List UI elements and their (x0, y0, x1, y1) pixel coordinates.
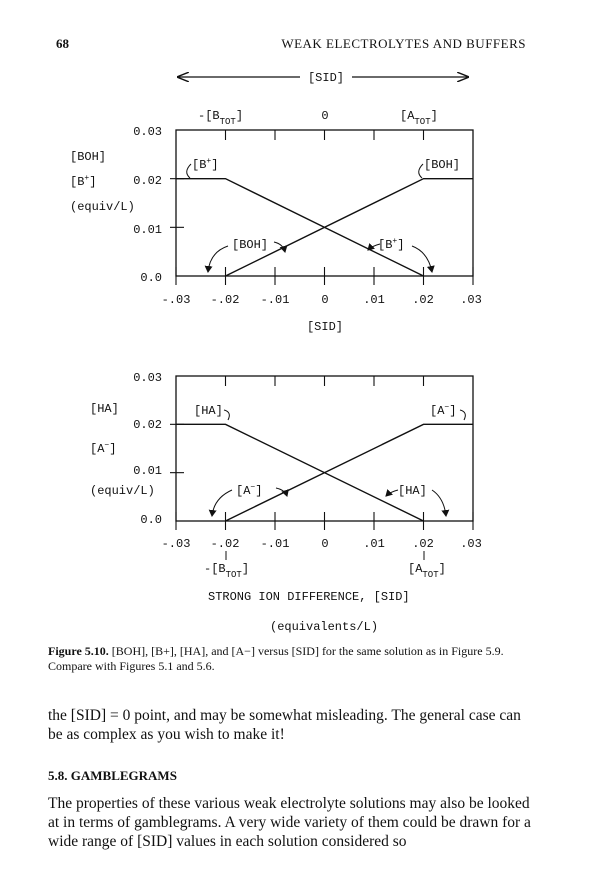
c2-label-aminus-upper: [A−] (430, 403, 457, 418)
c1-ytick-001: 0.01 (133, 223, 162, 237)
c2-xlabel-line2: (equivalents/L) (270, 620, 379, 634)
c2-xtick-m01: -.01 (260, 537, 290, 551)
c1-xtick-m01: -.01 (260, 293, 290, 307)
c1-top-right: $[A_{TOT}]$ (400, 109, 438, 127)
c1-ylabel-units: (equiv/L) (70, 200, 135, 214)
c2-xtick-m02: -.02 (210, 537, 240, 551)
figure-caption (48, 644, 528, 674)
c2-bottom-right: $[A_{TOT}]$ (408, 562, 446, 580)
running-title: WEAK ELECTROLYTES AND BUFFERS (281, 36, 526, 51)
c2-xtick-01: .01 (363, 537, 385, 551)
c2-xtick-03: .03 (460, 537, 482, 551)
c1-xtick-01: .01 (363, 293, 385, 307)
c1-label-bplus-lower: [B+] (378, 237, 405, 252)
caption-text: [BOH], [B+], [HA], and [A−] versus [SID] for the same solution as in Figure 5.9. Compare with Figures 5.1 and 5.6. (48, 644, 504, 673)
c2-label-aminus-lower: [A−] (236, 483, 263, 498)
caption-label: Figure 5.10. (48, 644, 109, 658)
c2-label-ha-upper: [HA] (194, 404, 223, 418)
c2-xtick-02: .02 (412, 537, 434, 551)
c2-ytick-003: 0.03 (133, 371, 162, 385)
c1-ytick-003: 0.03 (133, 125, 162, 139)
chart1-ticks (170, 130, 473, 285)
c1-top-left: $-[B_{TOT}]$ (198, 109, 244, 127)
c2-series-ha (176, 424, 424, 521)
chart2-ticks (170, 376, 473, 530)
chart-2 (90, 371, 482, 634)
c1-xtick-0: 0 (321, 293, 329, 307)
c2-xlabel-line1: STRONG ION DIFFERENCE, [SID] (208, 590, 410, 604)
c2-label-ha-lower: [HA] (398, 484, 427, 498)
top-sid-label: [SID] (307, 71, 345, 85)
c1-ylabel-boh: [BOH] (70, 150, 107, 164)
c2-ytick-001: 0.01 (133, 464, 162, 478)
c2-xtick-m03: -.03 (161, 537, 191, 551)
chart2-frame (176, 376, 473, 521)
c1-label-bplus-upper: [B+] (192, 157, 219, 172)
c2-ylabel-units: (equiv/L) (90, 484, 155, 498)
c2-series-a (226, 424, 474, 521)
c1-xlabel: [SID] (306, 320, 344, 334)
chart1-frame (176, 130, 473, 276)
section-title: 5.8. GAMBLEGRAMS (48, 768, 177, 783)
c1-label-boh-upper: [BOH] (424, 158, 461, 172)
c1-label-boh-lower: [BOH] (232, 238, 269, 252)
c2-ytick-002: 0.02 (133, 418, 162, 432)
c1-ytick-000: 0.0 (140, 271, 162, 285)
c2-ylabel-aminus: [A−] (90, 441, 117, 456)
c2-bottom-left: $-[B_{TOT}]$ (204, 562, 250, 580)
c1-top-center: 0 (321, 109, 329, 123)
paragraph-1: the [SID] = 0 point, and may be somewhat misleading. The general case can be as complex as you wish to make it! (48, 707, 521, 743)
c1-xtick-m02: -.02 (210, 293, 240, 307)
c1-ytick-002: 0.02 (133, 174, 162, 188)
c1-xtick-03: .03 (460, 293, 482, 307)
c2-ytick-000: 0.0 (140, 513, 162, 527)
chart2-lines (176, 424, 473, 521)
c2-ylabel-ha: [HA] (90, 402, 119, 416)
c2-xtick-0: 0 (321, 537, 329, 551)
paragraph-2: The properties of these various weak electrolyte solutions may also be looked at in terms of gamblegrams. A very wide variety of them could be drawn for a wide range of [SID] values in each solution considered so (48, 795, 531, 850)
c1-xtick-02: .02 (412, 293, 434, 307)
c1-ylabel-bplus: [B+] (70, 174, 97, 189)
c1-series-b (176, 179, 424, 276)
c1-xtick-m03: -.03 (161, 293, 191, 307)
chart-1 (70, 109, 482, 334)
page-number: 68 (56, 36, 69, 51)
c1-series-boh (226, 179, 474, 276)
